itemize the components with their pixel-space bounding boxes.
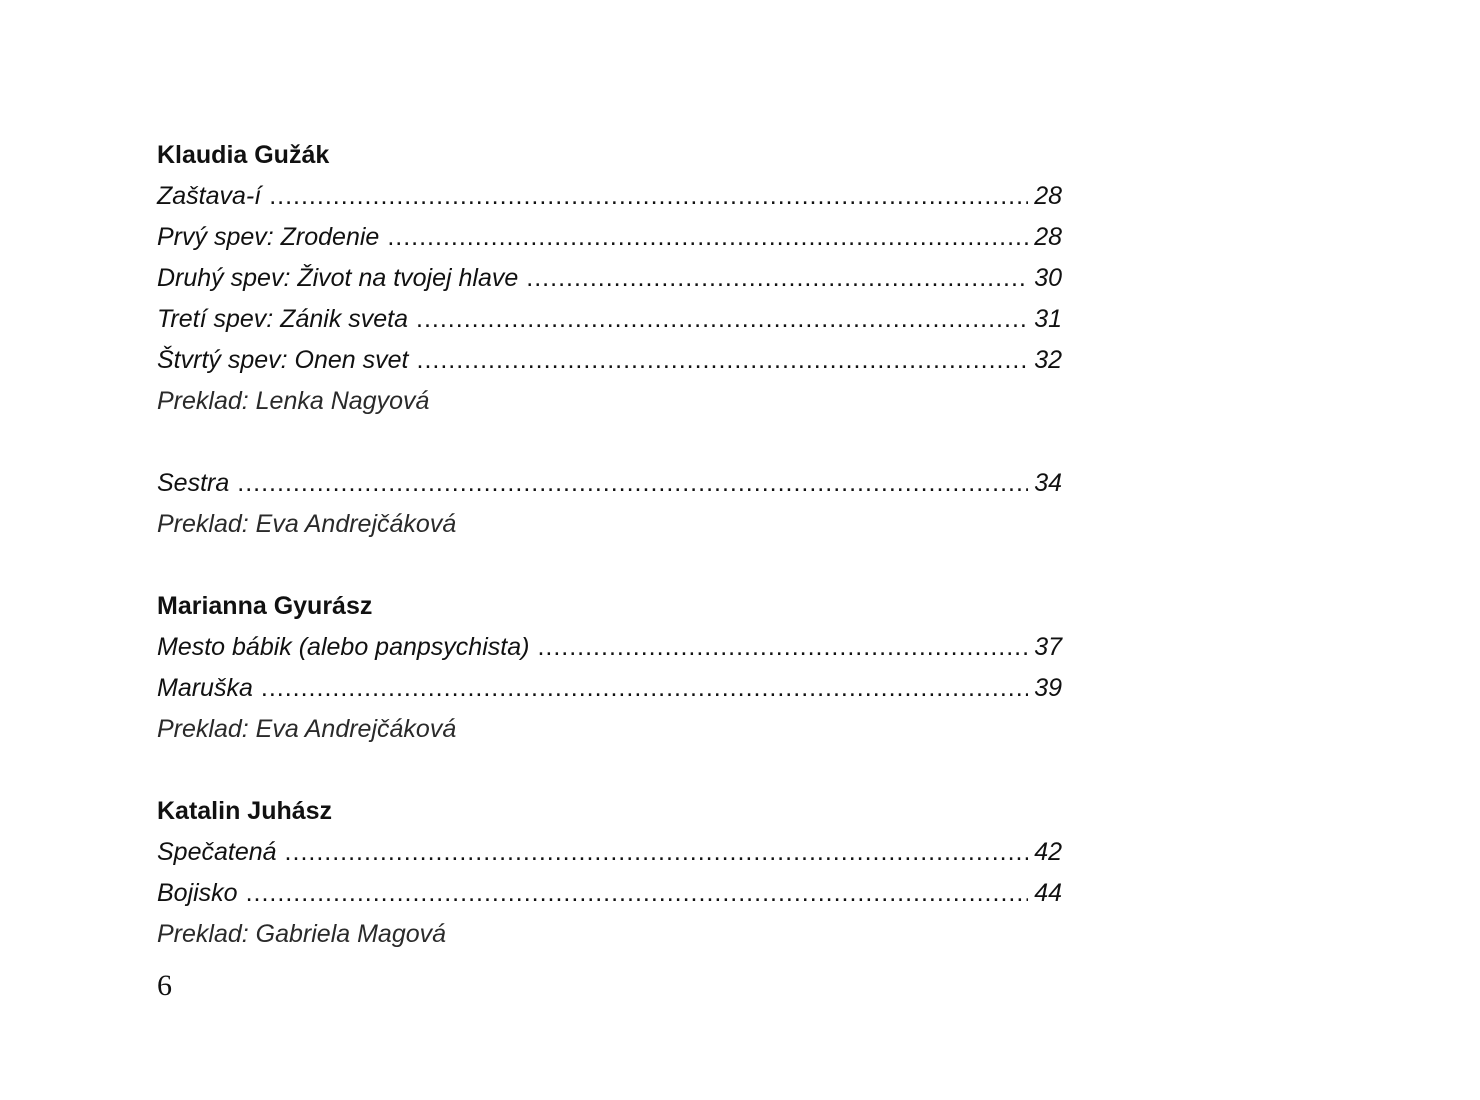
table-of-contents (157, 135, 1062, 955)
entry-title: Sestra (157, 469, 230, 497)
entry-title: Štvrtý spev: Onen svet (157, 346, 409, 374)
translator-credit: Preklad: Eva Andrejčáková (157, 715, 457, 743)
dot-leader (537, 627, 1028, 668)
author-name: Katalin Juhász (157, 797, 333, 825)
entry-page-number: 32 (1034, 346, 1062, 374)
entry-title: Zaštava-í (157, 182, 262, 210)
dot-leader (246, 873, 1029, 914)
entry-page-number: 37 (1034, 633, 1062, 661)
translator-credit: Preklad: Gabriela Magová (157, 920, 447, 948)
toc-entry (157, 299, 1062, 340)
author-name: Klaudia Gužák (157, 141, 330, 169)
dot-leader (237, 463, 1028, 504)
entry-page-number: 42 (1034, 838, 1062, 866)
toc-entry (157, 668, 1062, 709)
page-number: 6 (157, 969, 172, 1002)
dot-leader (416, 299, 1028, 340)
entry-title: Maruška (157, 674, 253, 702)
entry-title: Spečatená (157, 838, 277, 866)
toc-entry (157, 627, 1062, 668)
section-spacer (157, 750, 1062, 791)
entry-title: Druhý spev: Život na tvojej hlave (157, 264, 519, 292)
toc-entry (157, 340, 1062, 381)
translator-credit: Preklad: Lenka Nagyová (157, 387, 430, 415)
toc-entry (157, 832, 1062, 873)
entry-page-number: 28 (1034, 182, 1062, 210)
translator-credit: Preklad: Eva Andrejčáková (157, 510, 457, 538)
entry-page-number: 34 (1034, 469, 1062, 497)
entry-page-number: 39 (1034, 674, 1062, 702)
entry-page-number: 28 (1034, 223, 1062, 251)
dot-leader (387, 217, 1028, 258)
entry-page-number: 31 (1034, 305, 1062, 333)
entry-title: Prvý spev: Zrodenie (157, 223, 380, 251)
dot-leader (269, 176, 1028, 217)
section-spacer (157, 422, 1062, 463)
dot-leader (417, 340, 1029, 381)
entry-page-number: 44 (1034, 879, 1062, 907)
entry-page-number: 30 (1034, 264, 1062, 292)
entry-title: Mesto bábik (alebo panpsychista) (157, 633, 530, 661)
dot-leader (526, 258, 1028, 299)
entry-title: Tretí spev: Zánik sveta (157, 305, 409, 333)
section-spacer (157, 545, 1062, 586)
toc-entry (157, 258, 1062, 299)
author-name: Marianna Gyurász (157, 592, 373, 620)
toc-entry (157, 873, 1062, 914)
dot-leader (261, 668, 1028, 709)
entry-title: Bojisko (157, 879, 238, 907)
dot-leader (285, 832, 1029, 873)
toc-entry (157, 176, 1062, 217)
toc-entry (157, 217, 1062, 258)
toc-entry (157, 463, 1062, 504)
